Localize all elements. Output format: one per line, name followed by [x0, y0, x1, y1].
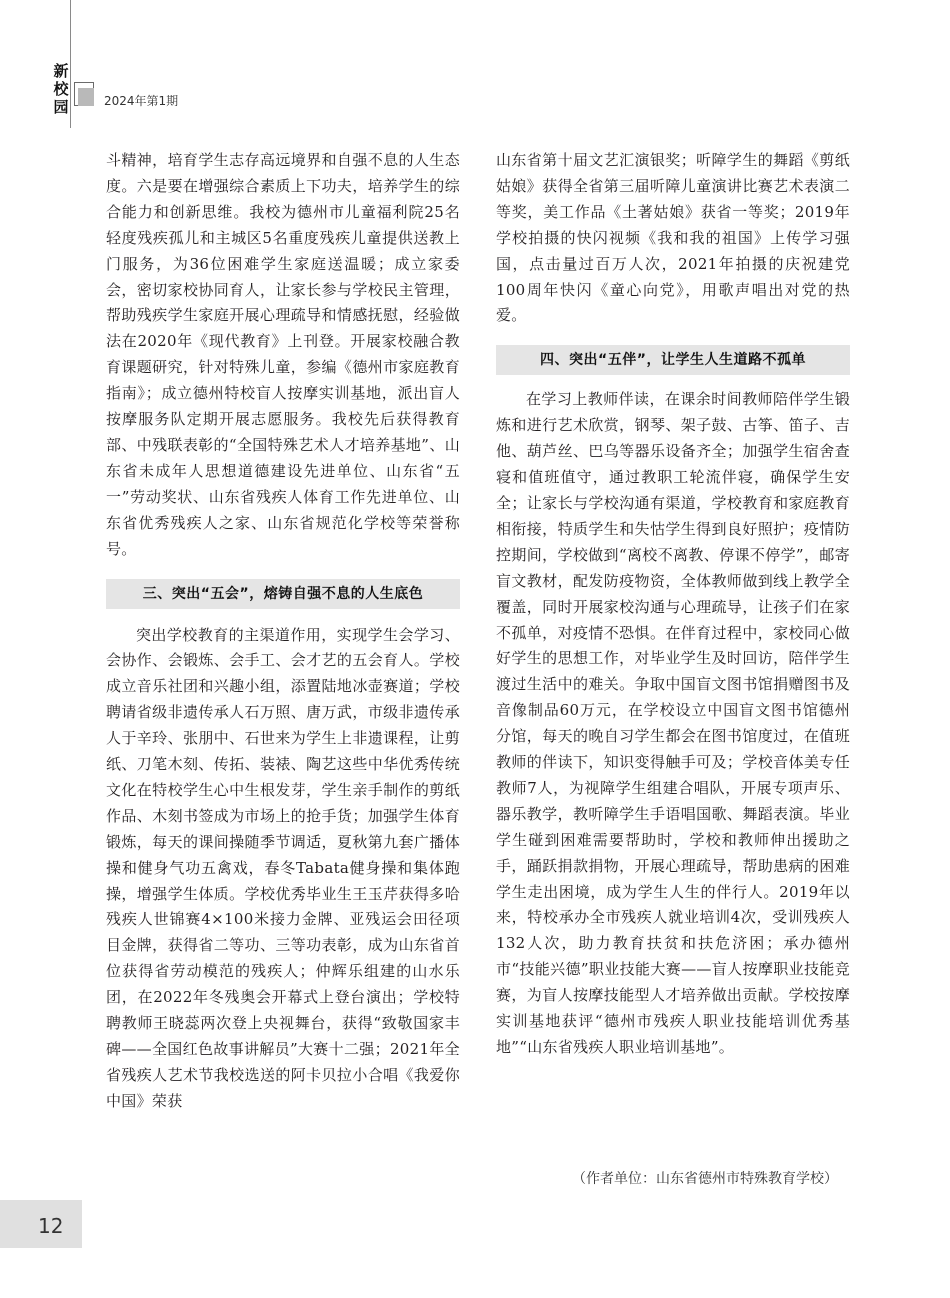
issue-label: 2024年第1期: [104, 94, 179, 108]
page-number: 12: [38, 1214, 64, 1238]
left-column: [106, 148, 460, 1115]
author-affiliation: （作者单位：山东省德州市特殊教育学校）: [572, 1171, 838, 1187]
header-rule: [70, 0, 71, 128]
right-column: [496, 148, 850, 1061]
logo-char: 园: [53, 98, 69, 116]
body-paragraph: 斗精神，培育学生志存高远境界和自强不息的人生态度。六是要在增强综合素质上下功夫，培养学生的综合能力和创新思维。我校为德州市儿童福利院25名轻度残疾孤儿和主城区5名重度残疾儿童提供送教上门服务，为36位困难学生家庭送温暖；成立家委会，密切家校协同育人，让家长参与学校民主管理，帮助残疾学生家庭开展心理疏导和情感抚慰，经验做法在2020年《现代教育》上刊登。开展家校融合教育课题研究，针对特殊儿童，参编《德州市家庭教育指南》；成立德州特校盲人按摩实训基地，派出盲人按摩服务队定期开展志愿服务。我校先后获得教育部、中残联表彰的“全国特殊艺术人才培养基地”、山东省未成年人思想道德建设先进单位、山东省“五一”劳动奖状、山东省残疾人体育工作先进单位、山东省优秀残疾人之家、山东省规范化学校等荣誉称号。: [106, 151, 460, 558]
body-paragraph: 在学习上教师伴读，在课余时间教师陪伴学生锻炼和进行艺术欣赏，钢琴、架子鼓、古筝、笛子、吉他、葫芦丝、巴乌等器乐设备齐全；加强学生宿舍查寝和值班值守，通过教职工轮流伴寝，确保学生安全；让家长与学校沟通有渠道，学校教育和家庭教育相衔接，特质学生和失怙学生得到良好照护；疫情防控期间，学校做到“离校不离教、停课不停学”，邮寄盲文教材，配发防疫物资，全体教师做到线上教学全覆盖，同时开展家校沟通与心理疏导，让孩子们在家不孤单，对疫情不恐惧。在伴育过程中，家校同心做好学生的思想工作，对毕业学生及时回访，陪伴学生渡过生活中的难关。争取中国盲文图书馆捐赠图书及音像制品60万元，在学校设立中国盲文图书馆德州分馆，每天的晚自习学生都会在图书馆度过，在值班教师的伴读下，知识变得触手可及；学校音体美专任教师7人，为视障学生组建合唱队，开展专项声乐、器乐教学，教听障学生手语唱国歌、舞蹈表演。毕业学生碰到困难需要帮助时，学校和教师伸出援助之手，踊跃捐款捐物，开展心理疏导，帮助患病的困难学生走出困境，成为学生人生的伴行人。2019年以来，特校承办全市残疾人就业培训4次，受训残疾人132人次，助力教育扶贫和扶危济困；承办德州市“技能兴德”职业技能大赛——盲人按摩职业技能竞赛，为盲人按摩技能型人才培养做出贡献。学校按摩实训基地获评“德州市残疾人职业技能培训优秀基地”“山东省残疾人职业培训基地”。: [496, 390, 850, 1056]
section-heading: 三、突出“五会”，熔铸自强不息的人生底色: [106, 579, 460, 609]
section-heading: 四、突出“五伴”，让学生人生道路不孤单: [496, 345, 850, 375]
logo-square-fill: [78, 88, 94, 106]
body-paragraph: 突出学校教育的主渠道作用，实现学生会学习、会协作、会锻炼、会手工、会才艺的五会育人。学校成立音乐社团和兴趣小组，添置陆地冰壶赛道；学校聘请省级非遗传承人石万照、唐万武，市级非遗传承人于辛玲、张朋中、石世来为学生上非遗课程，让剪纸、刀笔木刻、传拓、装裱、陶艺这些中华优秀传统文化在特校学生心中生根发芽，学生亲手制作的剪纸作品、木刻书签成为市场上的抢手货；加强学生体育锻炼，每天的课间操随季节调适，夏秋第九套广播体操和健身气功五禽戏，春冬Tabata健身操和集体跑操，增强学生体质。学校优秀毕业生王玉芹获得多哈残疾人世锦赛4×100米接力金牌、亚残运会田径项目金牌，获得省二等功、三等功表彰，成为山东省首位获得省劳动模范的残疾人；仲辉乐组建的山水乐团，在2022年冬残奥会开幕式上登台演出；学校特聘教师王晓蕊两次登上央视舞台，获得“致敬国家丰碑——全国红色故事讲解员”大赛十二强；2021年全省残疾人艺术节我校选送的阿卡贝拉小合唱《我爱你中国》荣获: [106, 625, 460, 1110]
logo-char: 新: [53, 62, 69, 80]
magazine-logo: [52, 62, 70, 116]
body-paragraph: 山东省第十届文艺汇演银奖；听障学生的舞蹈《剪纸姑娘》获得全省第三届听障儿童演讲比赛艺术表演二等奖，美工作品《土著姑娘》获省一等奖；2019年学校拍摄的快闪视频《我和我的祖国》上传学习强国，点击量过百万人次，2021年拍摄的庆祝建党100周年快闪《童心向党》，用歌声唱出对党的热爱。: [496, 151, 850, 325]
logo-char: 校: [53, 80, 69, 98]
